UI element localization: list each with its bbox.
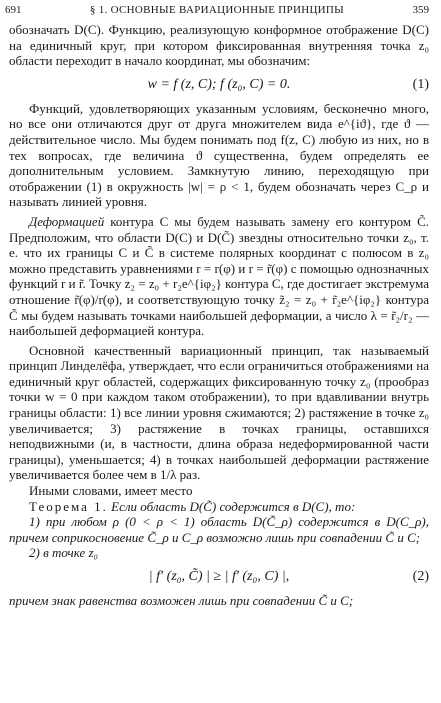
page-body [9,22,429,609]
paragraph-2: Функций, удовлетворяющих указанным условиям, бесконечно много, но все они отличаются друг от друга множителем вида e^{iϑ}, где ϑ — действительное число. Мы будем понимать под f(z, C) любую из них, но в тех вопросах, где величина ϑ существенна, будем определять ее дополнительным условием. Замкнутую линию, переходящую при отображении (1) в окружность |w| = ρ < 1, будем обозначать через C_ρ и называть линией уровня. [9,100,429,210]
header-left-number: 691 [5,4,22,16]
equation-1-text: w = f (z, C); f (z₀, C) = 0. [147,76,291,92]
equation-2-text: | f′ (z₀, C̃) | ≥ | f′ (z₀, C) |, [148,569,290,584]
paragraph-3-text: контура C мы будем называть замену его контуром C̃. Предположим, что области D(C) и D(C̃) звездны относительно точки z₀, т. е. что их границы C и C̃ в системе полярных координат с полюсом в z₀ можно представить уравнениями r = r(φ) и r = r̃(φ) с помощью однозначных функций r и r̃. Точку z₂ = z₀ + r₂e^{iφ₂} контура C, где достигает экстремума отношение r̃(φ)/r(φ), и соответствующую точку z̃₂ = z₀ + r̃₂e^{iφ₂} контура C̃ мы будем называть точками наибольшей деформации, а число λ = r̃₂/r₂ — наибольшей деформацией контура. [9,213,429,339]
equation-2-number: (2) [412,569,429,584]
last-line [9,593,429,609]
theorem-item-2 [9,545,429,561]
theorem-label: Теорема 1. [29,498,108,514]
theorem-item-1 [9,514,429,545]
equation-2 [9,561,429,593]
page-number: 359 [412,4,429,16]
equation-1-number: (1) [412,76,429,92]
last-line-text: причем знак равенства возможен лишь при совпадении C̃ и C; [9,593,354,608]
paragraph-1: обозначать D(C). Функцию, реализующую конформное отображение D(C) на единичный круг, при котором фиксированная внутренняя точка z₀ области переходит в начало координат, мы обозначим: [9,22,429,69]
theorem-item-2-text: 2) в точке z₀ [29,545,99,561]
equation-1 [9,69,429,101]
theorem-text: Если область D(C̃) содержится в D(C), то: [107,498,356,514]
paragraph-3 [9,214,429,339]
term-deformation: Деформацией [29,213,105,229]
page-header [5,2,429,20]
theorem-1 [9,499,429,515]
running-title: § 1. ОСНОВНЫЕ ВАРИАЦИОННЫЕ ПРИНЦИПЫ [89,4,345,16]
paragraph-4: Основной качественный вариационный принцип, так называемый принцип Линделёфа, утверждает, что если ограничиться отображениями на единичный круг областей, содержащих фиксированную точку z₀ (прообраз точки w = 0 при каждом таком отображении), то при вдавливании внутрь границы области: 1) все линии уровня сжимаются; 2) растяжение в точке z₀ увеличивается; 3) растяжение в точках границы, оставшихся неподвижными (и, в частности, длина образа недеформированной части границы), уменьшается; 4) в точках наибольшей деформации растяжение увеличивается более чем в 1/λ раз. [9,342,429,483]
theorem-item-1-text: 1) при любом ρ (0 < ρ < 1) область D(C̃_ρ) содержится в D(C_ρ), причем соприкосновение C̃_ρ и C_ρ возможно лишь при совпадении C̃ и C; [9,514,429,545]
paragraph-5: Иными словами, имеет место [29,483,193,499]
